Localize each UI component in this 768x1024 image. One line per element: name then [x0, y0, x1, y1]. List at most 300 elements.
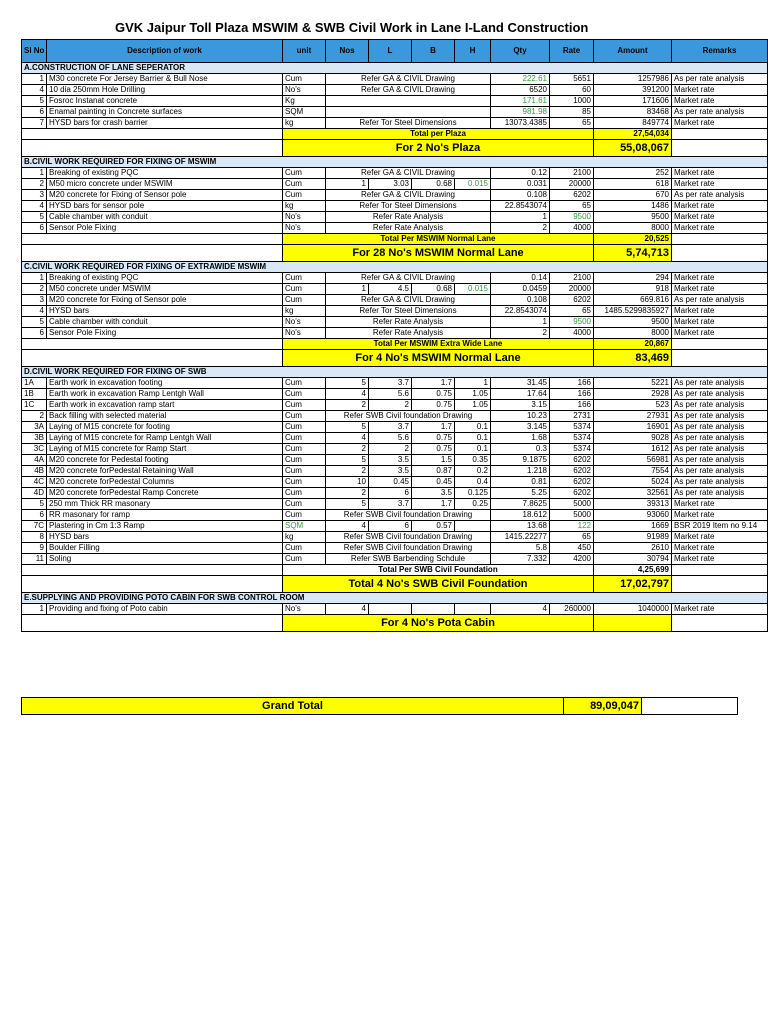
unit-cell: Cum	[283, 444, 326, 455]
serial-number: 3B	[22, 433, 47, 444]
total-amount: 83,469	[594, 350, 672, 367]
amount-cell: 670	[594, 190, 672, 201]
breadth-cell: 1.7	[412, 378, 455, 389]
work-description: M20 concrete forPedestal Retaining Wall	[47, 466, 283, 477]
item-row	[22, 389, 768, 400]
qty-cell: 6520	[491, 85, 550, 96]
serial-number: 4	[22, 306, 47, 317]
reference-note: Refer Rate Analysis	[326, 317, 491, 328]
nos-cell: 4	[326, 433, 369, 444]
amount-cell: 9500	[594, 212, 672, 223]
total-remarks	[672, 129, 768, 140]
remarks-cell: Market rate	[672, 499, 768, 510]
total-blank	[22, 339, 283, 350]
serial-number: 6	[22, 328, 47, 339]
nos-cell: 2	[326, 400, 369, 411]
section-heading: C.CIVIL WORK REQUIRED FOR FIXING OF EXTRAWIDE MSWIM	[22, 262, 768, 273]
reference-note: Refer SWB Civil foundation Drawing	[326, 510, 491, 521]
breadth-cell: 0.87	[412, 466, 455, 477]
remarks-cell: As per rate analysis	[672, 466, 768, 477]
reference-note: Refer Rate Analysis	[326, 212, 491, 223]
breadth-cell: 0.45	[412, 477, 455, 488]
total-blank	[22, 129, 283, 140]
breadth-cell	[412, 604, 455, 615]
unit-cell: Cum	[283, 499, 326, 510]
work-description: Enamal painting in Concrete surfaces	[47, 107, 283, 118]
serial-number: 3	[22, 190, 47, 201]
rate-cell: 2100	[550, 168, 594, 179]
unit-cell: Cum	[283, 400, 326, 411]
qty-cell: 4	[491, 604, 550, 615]
breadth-cell: 1.7	[412, 422, 455, 433]
length-cell: 6	[369, 521, 412, 532]
amount-cell: 1669	[594, 521, 672, 532]
section-row	[22, 367, 768, 378]
subtotal-row	[22, 565, 768, 576]
column-header: L	[369, 40, 412, 63]
qty-cell: 22.8543074	[491, 306, 550, 317]
rate-cell: 5000	[550, 510, 594, 521]
serial-number: 9	[22, 543, 47, 554]
section-row	[22, 63, 768, 74]
reference-note: Refer Rate Analysis	[326, 328, 491, 339]
work-description: Laying of M15 concrete for Ramp Start	[47, 444, 283, 455]
amount-cell: 391200	[594, 85, 672, 96]
work-description: Laying of M15 concrete for Ramp Lentgh Wall	[47, 433, 283, 444]
amount-cell: 618	[594, 179, 672, 190]
remarks-cell: Market rate	[672, 306, 768, 317]
rate-cell: 4000	[550, 223, 594, 234]
amount-cell: 91989	[594, 532, 672, 543]
unit-cell: Kg	[283, 96, 326, 107]
unit-cell: SQM	[283, 107, 326, 118]
breadth-cell: 1.5	[412, 455, 455, 466]
section-heading: D.CIVIL WORK REQUIRED FOR FIXING OF SWB	[22, 367, 768, 378]
work-description: Fosroc Instanat concrete	[47, 96, 283, 107]
height-cell	[455, 521, 491, 532]
grand-section-total-row	[22, 140, 768, 157]
section-heading: A.CONSTRUCTION OF LANE SEPERATOR	[22, 63, 768, 74]
unit-cell: Cum	[283, 455, 326, 466]
rate-cell: 6202	[550, 295, 594, 306]
grand-section-total-row	[22, 576, 768, 593]
work-description: Laying of M15 concrete for footing	[47, 422, 283, 433]
remarks-cell: Market rate	[672, 317, 768, 328]
qty-cell: 1.68	[491, 433, 550, 444]
qty-cell: 7.332	[491, 554, 550, 565]
remarks-cell: As per rate analysis	[672, 411, 768, 422]
unit-cell: Cum	[283, 466, 326, 477]
work-description: HYSD bars for sensor pole	[47, 201, 283, 212]
serial-number: 6	[22, 510, 47, 521]
work-description: Breaking of existing PQC	[47, 273, 283, 284]
qty-cell: 0.12	[491, 168, 550, 179]
remarks-cell: Market rate	[672, 212, 768, 223]
amount-cell: 918	[594, 284, 672, 295]
qty-cell: 9.1875	[491, 455, 550, 466]
reference-note: Refer GA & CIVIL Drawing	[326, 190, 491, 201]
work-description: 250 mm Thick RR masonary	[47, 499, 283, 510]
length-cell: 3.7	[369, 422, 412, 433]
unit-cell: kg	[283, 201, 326, 212]
reference-note: Refer SWB Civil foundation Drawing	[326, 411, 491, 422]
amount-cell: 1040000	[594, 604, 672, 615]
grand-total-remarks	[642, 698, 738, 715]
length-cell: 3.7	[369, 378, 412, 389]
qty-cell: 0.031	[491, 179, 550, 190]
reference-note: Refer SWB Barbending Schdule	[326, 554, 491, 565]
serial-number: 5	[22, 96, 47, 107]
unit-cell: kg	[283, 306, 326, 317]
nos-cell: 2	[326, 466, 369, 477]
reference-note: Refer GA & CIVIL Drawing	[326, 273, 491, 284]
rate-cell: 5651	[550, 74, 594, 85]
remarks-cell: As per rate analysis	[672, 389, 768, 400]
total-amount: 55,08,067	[594, 140, 672, 157]
total-amount: 20,867	[594, 339, 672, 350]
total-label: Total 4 No's SWB Civil Foundation	[283, 576, 594, 593]
work-description: 10 dia 250mm Hole Drilling	[47, 85, 283, 96]
total-blank	[22, 234, 283, 245]
qty-cell: 13073.4385	[491, 118, 550, 129]
height-cell: 0.1	[455, 433, 491, 444]
reference-note: Refer GA & CIVIL Drawing	[326, 85, 491, 96]
remarks-cell: Market rate	[672, 273, 768, 284]
unit-cell: No's	[283, 223, 326, 234]
amount-cell: 9500	[594, 317, 672, 328]
total-blank	[22, 615, 283, 632]
rate-cell: 5000	[550, 499, 594, 510]
unit-cell: kg	[283, 118, 326, 129]
subtotal-row	[22, 129, 768, 140]
rate-cell: 20000	[550, 284, 594, 295]
grand-section-total-row	[22, 350, 768, 367]
work-description: RR masonary for ramp	[47, 510, 283, 521]
total-remarks	[672, 350, 768, 367]
serial-number: 11	[22, 554, 47, 565]
rate-cell: 20000	[550, 179, 594, 190]
breadth-cell: 0.68	[412, 284, 455, 295]
serial-number: 7C	[22, 521, 47, 532]
qty-cell: 3.15	[491, 400, 550, 411]
height-cell: 0.2	[455, 466, 491, 477]
work-description: M20 concrete for Pedestal footing	[47, 455, 283, 466]
column-header: Rate	[550, 40, 594, 63]
height-cell: 0.4	[455, 477, 491, 488]
amount-cell: 8000	[594, 328, 672, 339]
total-remarks	[672, 615, 768, 632]
nos-cell: 4	[326, 521, 369, 532]
qty-cell: 1	[491, 212, 550, 223]
item-row	[22, 74, 768, 85]
length-cell: 2	[369, 444, 412, 455]
item-row	[22, 328, 768, 339]
remarks-cell: As per rate analysis	[672, 74, 768, 85]
grand-section-total-row	[22, 615, 768, 632]
section-heading: E.SUPPLYING AND PROVIDING POTO CABIN FOR SWB CONTROL ROOM	[22, 593, 768, 604]
remarks-cell: Market rate	[672, 510, 768, 521]
length-cell: 5.6	[369, 433, 412, 444]
remarks-cell: Market rate	[672, 85, 768, 96]
height-cell: 0.015	[455, 179, 491, 190]
amount-cell: 32561	[594, 488, 672, 499]
serial-number: 4	[22, 85, 47, 96]
remarks-cell: Market rate	[672, 543, 768, 554]
qty-cell: 31.45	[491, 378, 550, 389]
unit-cell: Cum	[283, 477, 326, 488]
total-blank	[22, 576, 283, 593]
rate-cell: 6202	[550, 477, 594, 488]
remarks-cell: Market rate	[672, 284, 768, 295]
rate-cell: 6202	[550, 488, 594, 499]
rate-cell: 4200	[550, 554, 594, 565]
work-description: M50 concrete under MSWIM	[47, 284, 283, 295]
amount-cell: 2610	[594, 543, 672, 554]
amount-cell: 669.816	[594, 295, 672, 306]
remarks-cell: BSR 2019 Item no 9.14	[672, 521, 768, 532]
rate-cell: 450	[550, 543, 594, 554]
total-remarks	[672, 339, 768, 350]
qty-cell: 0.14	[491, 273, 550, 284]
total-amount: 4,25,699	[594, 565, 672, 576]
breadth-cell: 1.7	[412, 499, 455, 510]
serial-number: 5	[22, 499, 47, 510]
reference-note: Refer GA & CIVIL Drawing	[326, 74, 491, 85]
nos-cell: 5	[326, 422, 369, 433]
height-cell: 0.015	[455, 284, 491, 295]
breadth-cell: 0.75	[412, 400, 455, 411]
work-description: Sensor Pole Fixing	[47, 223, 283, 234]
reference-note: Refer Tor Steel Dimensions	[326, 306, 491, 317]
nos-cell: 5	[326, 499, 369, 510]
qty-cell: 0.0459	[491, 284, 550, 295]
remarks-cell: As per rate analysis	[672, 433, 768, 444]
work-description: M20 concrete forPedestal Columns	[47, 477, 283, 488]
total-label: For 2 No's Plaza	[283, 140, 594, 157]
rate-cell: 5374	[550, 422, 594, 433]
total-blank	[22, 350, 283, 367]
amount-cell: 1486	[594, 201, 672, 212]
item-row	[22, 477, 768, 488]
reference-note: Refer Rate Analysis	[326, 223, 491, 234]
qty-cell: 5.8	[491, 543, 550, 554]
item-row	[22, 488, 768, 499]
reference-note: Refer GA & CIVIL Drawing	[326, 295, 491, 306]
remarks-cell: Market rate	[672, 554, 768, 565]
remarks-cell: As per rate analysis	[672, 488, 768, 499]
column-header: B	[412, 40, 455, 63]
remarks-cell: Market rate	[672, 604, 768, 615]
work-description: M20 concrete for Fixing of Sensor pole	[47, 295, 283, 306]
remarks-cell: As per rate analysis	[672, 378, 768, 389]
breadth-cell: 0.75	[412, 444, 455, 455]
height-cell: 1	[455, 378, 491, 389]
total-amount: 20,525	[594, 234, 672, 245]
serial-number: 8	[22, 532, 47, 543]
item-row	[22, 190, 768, 201]
qty-cell: 7.8625	[491, 499, 550, 510]
work-description: Plastering in Cm 1:3 Ramp	[47, 521, 283, 532]
item-row	[22, 168, 768, 179]
work-description: M50 micro concrete under MSWIM	[47, 179, 283, 190]
rate-cell: 65	[550, 306, 594, 317]
serial-number: 7	[22, 118, 47, 129]
height-cell: 0.1	[455, 444, 491, 455]
unit-cell: Cum	[283, 389, 326, 400]
rate-cell: 260000	[550, 604, 594, 615]
work-description: Earth work in excavation footing	[47, 378, 283, 389]
item-row	[22, 378, 768, 389]
unit-cell: Cum	[283, 488, 326, 499]
serial-number: 4D	[22, 488, 47, 499]
work-description: M20 concrete forPedestal Ramp Concrete	[47, 488, 283, 499]
item-row	[22, 400, 768, 411]
rate-cell: 6202	[550, 455, 594, 466]
work-description: Back filling with selected material	[47, 411, 283, 422]
section-row	[22, 262, 768, 273]
total-label: Total Per SWB Civil Foundation	[283, 565, 594, 576]
total-remarks	[672, 234, 768, 245]
remarks-cell: As per rate analysis	[672, 107, 768, 118]
rate-cell: 6202	[550, 190, 594, 201]
unit-cell: Cum	[283, 74, 326, 85]
serial-number: 4A	[22, 455, 47, 466]
rate-cell: 1000	[550, 96, 594, 107]
item-row	[22, 554, 768, 565]
amount-cell: 2928	[594, 389, 672, 400]
rate-cell: 166	[550, 389, 594, 400]
serial-number: 3C	[22, 444, 47, 455]
unit-cell: Cum	[283, 190, 326, 201]
qty-cell: 2	[491, 223, 550, 234]
remarks-cell: As per rate analysis	[672, 190, 768, 201]
qty-cell: 0.3	[491, 444, 550, 455]
total-amount	[594, 615, 672, 632]
serial-number: 5	[22, 212, 47, 223]
column-header: Qty	[491, 40, 550, 63]
item-row	[22, 455, 768, 466]
unit-cell: No's	[283, 604, 326, 615]
reference-note: Refer GA & CIVIL Drawing	[326, 168, 491, 179]
section-row	[22, 157, 768, 168]
amount-cell: 5024	[594, 477, 672, 488]
nos-cell: 5	[326, 378, 369, 389]
amount-cell: 30794	[594, 554, 672, 565]
work-description: HYSD bars	[47, 306, 283, 317]
work-description: HYSD bars for crash barrier	[47, 118, 283, 129]
serial-number: 1	[22, 604, 47, 615]
remarks-cell: As per rate analysis	[672, 455, 768, 466]
unit-cell: SQM	[283, 521, 326, 532]
breadth-cell: 0.75	[412, 389, 455, 400]
total-blank	[22, 245, 283, 262]
unit-cell: No's	[283, 328, 326, 339]
amount-cell: 1485.5299835927	[594, 306, 672, 317]
work-description: Providing and fixing of Poto cabin	[47, 604, 283, 615]
qty-cell: 17.64	[491, 389, 550, 400]
rate-cell: 9500	[550, 317, 594, 328]
remarks-cell: As per rate analysis	[672, 444, 768, 455]
amount-cell: 9028	[594, 433, 672, 444]
unit-cell: Cum	[283, 543, 326, 554]
reference-note: Refer SWB Civil foundation Drawing	[326, 532, 491, 543]
serial-number: 1	[22, 74, 47, 85]
nos-cell: 1	[326, 284, 369, 295]
subtotal-row	[22, 234, 768, 245]
total-amount: 27,54,034	[594, 129, 672, 140]
breadth-cell: 0.68	[412, 179, 455, 190]
amount-cell: 93060	[594, 510, 672, 521]
column-header: Nos	[326, 40, 369, 63]
serial-number: 6	[22, 107, 47, 118]
rate-cell: 85	[550, 107, 594, 118]
serial-number: 2	[22, 179, 47, 190]
item-row	[22, 422, 768, 433]
length-cell: 0.45	[369, 477, 412, 488]
unit-cell: Cum	[283, 411, 326, 422]
rate-cell: 166	[550, 378, 594, 389]
item-row	[22, 532, 768, 543]
amount-cell: 252	[594, 168, 672, 179]
total-label: Total per Plaza	[283, 129, 594, 140]
total-remarks	[672, 565, 768, 576]
amount-cell: 171606	[594, 96, 672, 107]
length-cell: 3.5	[369, 455, 412, 466]
remarks-cell: Market rate	[672, 532, 768, 543]
item-row	[22, 510, 768, 521]
qty-cell: 5.25	[491, 488, 550, 499]
work-description: Sensor Pole Fixing	[47, 328, 283, 339]
rate-cell: 166	[550, 400, 594, 411]
qty-cell: 3.145	[491, 422, 550, 433]
height-cell: 1.05	[455, 400, 491, 411]
serial-number: 3	[22, 295, 47, 306]
item-row	[22, 521, 768, 532]
remarks-cell: Market rate	[672, 179, 768, 190]
unit-cell: No's	[283, 317, 326, 328]
reference-note: Refer Tor Steel Dimensions	[326, 201, 491, 212]
remarks-cell: As per rate analysis	[672, 477, 768, 488]
item-row	[22, 411, 768, 422]
total-label: Total Per MSWIM Extra Wide Lane	[283, 339, 594, 350]
rate-cell: 65	[550, 201, 594, 212]
amount-cell: 294	[594, 273, 672, 284]
item-row	[22, 499, 768, 510]
section-heading: B.CIVIL WORK REQUIRED FOR FIXING OF MSWIM	[22, 157, 768, 168]
rate-cell: 6202	[550, 466, 594, 477]
unit-cell: Cum	[283, 273, 326, 284]
length-cell	[369, 604, 412, 615]
length-cell: 5.6	[369, 389, 412, 400]
serial-number: 2	[22, 284, 47, 295]
length-cell: 6	[369, 488, 412, 499]
nos-cell: 5	[326, 455, 369, 466]
length-cell: 2	[369, 400, 412, 411]
qty-cell: 10.23	[491, 411, 550, 422]
work-description: M30 concrete For Jersey Barrier & Bull Nose	[47, 74, 283, 85]
amount-cell: 27931	[594, 411, 672, 422]
remarks-cell: Market rate	[672, 96, 768, 107]
qty-cell: 13.68	[491, 521, 550, 532]
unit-cell: Cum	[283, 168, 326, 179]
column-header: Sl No	[22, 40, 47, 63]
work-description: M20 concrete for Fixing of Sensor pole	[47, 190, 283, 201]
total-remarks	[672, 140, 768, 157]
item-row	[22, 179, 768, 190]
column-header: unit	[283, 40, 326, 63]
total-amount: 17,02,797	[594, 576, 672, 593]
reference-note: Refer SWB Civil foundation Drawing	[326, 543, 491, 554]
